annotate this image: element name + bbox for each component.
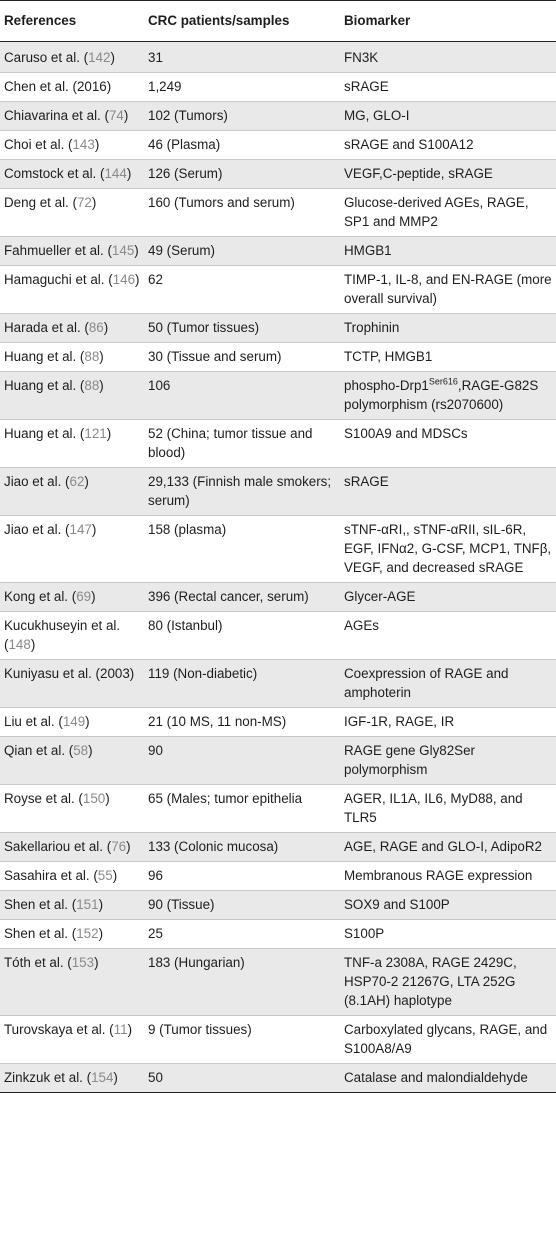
reference-cell (0, 42, 144, 73)
reference-link[interactable]: 142 (88, 50, 111, 65)
reference-link[interactable]: 11 (113, 1022, 128, 1037)
reference-close: ) (91, 195, 97, 210)
reference-cell (0, 862, 144, 891)
biomarker-cell (340, 891, 556, 920)
header-row (0, 1, 556, 42)
samples-cell: 133 (Colonic mucosa) (144, 833, 340, 862)
reference-author: Fahmueller et al. ( (4, 243, 112, 258)
biomarker-cell (340, 1016, 556, 1064)
reference-close: ) (94, 955, 99, 970)
biomarker-text: VEGF,C-peptide, sRAGE (344, 166, 493, 181)
reference-close: ) (99, 349, 104, 364)
reference-close: ) (30, 637, 36, 652)
reference-cell (0, 708, 144, 737)
biomarker-cell (340, 737, 556, 785)
biomarker-cell (340, 468, 556, 516)
biomarker-cell (340, 189, 556, 237)
reference-link[interactable]: 58 (73, 743, 89, 758)
reference-close: ) (112, 868, 118, 883)
biomarker-text: RAGE gene Gly82Ser polymorphism (344, 743, 475, 777)
reference-close: ) (135, 272, 140, 287)
samples-cell: 30 (Tissue and serum) (144, 343, 340, 372)
biomarker-cell (340, 1064, 556, 1093)
biomarker-text: AGE, RAGE and GLO-I, AdipoR2 (344, 839, 542, 854)
biomarker-text: TNF-a 2308A, RAGE 2429C, HSP70-2 21267G, LTA 252G (8.1AH) haplotype (344, 955, 517, 1008)
reference-close: ) (103, 320, 109, 335)
samples-cell: 46 (Plasma) (144, 131, 340, 160)
biomarker-text: SOX9 and S100P (344, 897, 450, 912)
biomarker-cell (340, 372, 556, 420)
reference-author: Hamaguchi et al. ( (4, 272, 113, 287)
table-body (0, 42, 556, 1093)
biomarker-text: Trophinin (344, 320, 400, 335)
reference-cell (0, 949, 144, 1016)
reference-author: Zinkzuk et al. ( (4, 1070, 92, 1085)
biomarker-cell (340, 516, 556, 583)
biomarker-cell (340, 920, 556, 949)
reference-author: Liu et al. ( (4, 714, 63, 729)
biomarker-cell (340, 73, 556, 102)
biomarker-superscript: Ser616 (428, 376, 458, 387)
samples-cell: 90 (144, 737, 340, 785)
table-row (0, 1064, 556, 1093)
reference-author: Shen et al. ( (4, 897, 77, 912)
table-row (0, 891, 556, 920)
biomarker-cell (340, 949, 556, 1016)
table-row (0, 920, 556, 949)
samples-cell: 102 (Tumors) (144, 102, 340, 131)
biomarker-cell (340, 612, 556, 660)
samples-cell: 158 (plasma) (144, 516, 340, 583)
reference-link[interactable]: 143 (72, 137, 95, 152)
biomarker-cell (340, 42, 556, 73)
reference-cell (0, 737, 144, 785)
table-row (0, 708, 556, 737)
reference-link[interactable]: 154 (91, 1070, 114, 1085)
samples-cell: 90 (Tissue) (144, 891, 340, 920)
biomarker-text: S100P (344, 926, 385, 941)
reference-author: Choi et al. ( (4, 137, 73, 152)
reference-link[interactable]: 151 (76, 897, 99, 912)
reference-cell (0, 468, 144, 516)
reference-cell (0, 920, 144, 949)
reference-cell (0, 237, 144, 266)
reference-close: ) (106, 426, 112, 441)
reference-author: Jiao et al. ( (4, 474, 70, 489)
biomarker-cell (340, 266, 556, 314)
biomarker-text: sTNF-αRI,, sTNF-αRII, sIL-6R, EGF, IFNα2, G-CSF, MCP1, TNFβ, VEGF, and decreased sRAGE (344, 522, 552, 575)
biomarker-text: Membranous RAGE expression (344, 868, 533, 883)
table-row (0, 737, 556, 785)
reference-link[interactable]: 150 (82, 791, 106, 806)
reference-close: ) (88, 743, 93, 758)
header-references: References (0, 1, 144, 42)
header-biomarker: Biomarker (340, 1, 556, 42)
biomarker-text: IGF-1R, RAGE, IR (344, 714, 455, 729)
reference-author: Shen et al. ( (4, 926, 77, 941)
reference-cell (0, 73, 144, 102)
reference-author: Harada et al. ( (4, 320, 89, 335)
reference-link[interactable]: 144 (104, 166, 127, 181)
samples-cell: 31 (144, 42, 340, 73)
reference-cell (0, 372, 144, 420)
reference-author: Qian et al. ( (4, 743, 74, 758)
biomarker-cell (340, 785, 556, 833)
samples-cell: 50 (144, 1064, 340, 1093)
reference-link[interactable]: 74 (108, 108, 124, 123)
reference-link[interactable]: 76 (111, 839, 127, 854)
reference-cell (0, 343, 144, 372)
reference-cell (0, 785, 144, 833)
samples-cell: 65 (Males; tumor epithelia (144, 785, 340, 833)
reference-link[interactable]: 148 (8, 637, 31, 652)
biomarker-cell (340, 862, 556, 891)
reference-close: ) (91, 522, 97, 537)
table-row (0, 516, 556, 583)
reference-close: ) (105, 791, 110, 806)
table-row (0, 420, 556, 468)
biomarker-text: AGER, IL1A, IL6, MyD88, and TLR5 (344, 791, 523, 825)
reference-close: ) (98, 897, 104, 912)
biomarker-cell (340, 660, 556, 708)
reference-author: Jiao et al. ( (4, 522, 70, 537)
reference-close: ) (98, 926, 104, 941)
reference-cell (0, 131, 144, 160)
biomarker-text: TCTP, HMGB1 (344, 349, 433, 364)
reference-cell (0, 102, 144, 131)
reference-close: ) (91, 589, 96, 604)
reference-close: ) (110, 50, 115, 65)
reference-link[interactable]: 88 (84, 349, 100, 364)
biomarker-text: Glucose-derived AGEs, RAGE, SP1 and MMP2 (344, 195, 529, 229)
reference-author: Huang et al. ( (4, 349, 85, 364)
reference-author: Turovskaya et al. ( (4, 1022, 114, 1037)
reference-link[interactable]: 153 (71, 955, 95, 970)
table-row (0, 583, 556, 612)
reference-cell (0, 516, 144, 583)
biomarker-cell (340, 131, 556, 160)
reference-close: ) (126, 839, 131, 854)
reference-author: Caruso et al. ( (4, 50, 89, 65)
samples-cell: 25 (144, 920, 340, 949)
reference-cell (0, 1064, 144, 1093)
samples-cell: 50 (Tumor tissues) (144, 314, 340, 343)
reference-cell (0, 660, 144, 708)
biomarker-text: Carboxylated glycans, RAGE, and S100A8/A9 (344, 1022, 548, 1056)
samples-cell: 21 (10 MS, 11 non-MS) (144, 708, 340, 737)
table-row (0, 343, 556, 372)
reference-cell (0, 833, 144, 862)
biomarker-text: sRAGE (344, 79, 389, 94)
reference-cell (0, 314, 144, 343)
biomarker-cell (340, 343, 556, 372)
table-row (0, 833, 556, 862)
reference-cell (0, 420, 144, 468)
reference-author: Huang et al. ( (4, 378, 85, 393)
table-row (0, 1016, 556, 1064)
reference-cell (0, 612, 144, 660)
reference-author: Tóth et al. ( (4, 955, 72, 970)
biomarker-cell (340, 420, 556, 468)
biomarker-text: Coexpression of RAGE and amphoterin (344, 666, 509, 700)
table-row (0, 42, 556, 73)
reference-cell (0, 583, 144, 612)
reference-close: ) (99, 378, 104, 393)
reference-author: Kucukhuseyin et al. ( (4, 618, 121, 652)
samples-cell: 119 (Non-diabetic) (144, 660, 340, 708)
biomarker-cell (340, 314, 556, 343)
reference-close: ) (94, 137, 100, 152)
samples-cell: 9 (Tumor tissues) (144, 1016, 340, 1064)
samples-cell: 183 (Hungarian) (144, 949, 340, 1016)
reference-link[interactable]: 88 (84, 378, 100, 393)
biomarker-text: sRAGE and S100A12 (344, 137, 474, 152)
reference-link[interactable]: 146 (112, 272, 136, 287)
samples-cell: 126 (Serum) (144, 160, 340, 189)
table-row (0, 73, 556, 102)
reference-author: Comstock et al. ( (4, 166, 105, 181)
samples-cell: 80 (Istanbul) (144, 612, 340, 660)
biomarker-text: sRAGE (344, 474, 389, 489)
table-row (0, 372, 556, 420)
reference-close: ) (127, 1022, 133, 1037)
table-row (0, 314, 556, 343)
reference-author: Chen et al. (2016) (4, 79, 112, 94)
reference-close: ) (126, 166, 132, 181)
samples-cell: 49 (Serum) (144, 237, 340, 266)
reference-cell (0, 1016, 144, 1064)
reference-link[interactable]: 149 (62, 714, 86, 729)
samples-cell: 396 (Rectal cancer, serum) (144, 583, 340, 612)
table-row (0, 612, 556, 660)
reference-cell (0, 266, 144, 314)
table-header (0, 1, 556, 42)
table-row (0, 102, 556, 131)
reference-author: Huang et al. ( (4, 426, 85, 441)
table-row (0, 266, 556, 314)
header-crc-samples: CRC patients/samples (144, 1, 340, 42)
table-row (0, 785, 556, 833)
reference-link[interactable]: 147 (69, 522, 92, 537)
table-row (0, 160, 556, 189)
reference-link[interactable]: 152 (76, 926, 99, 941)
reference-close: ) (113, 1070, 118, 1085)
biomarker-cell (340, 708, 556, 737)
table-row (0, 660, 556, 708)
reference-link[interactable]: 55 (97, 868, 113, 883)
biomarker-cell (340, 102, 556, 131)
reference-cell (0, 189, 144, 237)
table-row (0, 949, 556, 1016)
biomarker-text: S100A9 and MDSCs (344, 426, 468, 441)
biomarker-text: Catalase and malondialdehyde (344, 1070, 528, 1085)
biomarker-text: TIMP-1, IL-8, and EN-RAGE (more overall survival) (344, 272, 552, 306)
biomarker-text: FN3K (344, 50, 379, 65)
biomarker-text: phospho-Drp1 (344, 378, 429, 393)
reference-author: Sasahira et al. ( (4, 868, 98, 883)
biomarker-cell (340, 833, 556, 862)
reference-cell (0, 160, 144, 189)
reference-link[interactable]: 69 (76, 589, 92, 604)
reference-author: Royse et al. ( (4, 791, 83, 806)
samples-cell: 106 (144, 372, 340, 420)
biomarker-cell (340, 237, 556, 266)
reference-author: Chiavarina et al. ( (4, 108, 109, 123)
reference-link[interactable]: 121 (84, 426, 107, 441)
reference-link[interactable]: 86 (88, 320, 104, 335)
table-row (0, 468, 556, 516)
reference-link[interactable]: 62 (69, 474, 85, 489)
reference-link[interactable]: 72 (76, 195, 92, 210)
samples-cell: 96 (144, 862, 340, 891)
reference-author: Kong et al. ( (4, 589, 77, 604)
samples-cell: 29,133 (Finnish male smokers; serum) (144, 468, 340, 516)
biomarker-cell (340, 583, 556, 612)
reference-link[interactable]: 145 (111, 243, 135, 258)
samples-cell: 1,249 (144, 73, 340, 102)
biomarker-cell (340, 160, 556, 189)
biomarker-text: AGEs (344, 618, 379, 633)
reference-close: ) (84, 474, 89, 489)
reference-close: ) (123, 108, 129, 123)
table-row (0, 189, 556, 237)
samples-cell: 52 (China; tumor tissue and blood) (144, 420, 340, 468)
reference-close: ) (134, 243, 139, 258)
biomarker-text: MG, GLO-I (344, 108, 410, 123)
samples-cell: 62 (144, 266, 340, 314)
reference-close: ) (85, 714, 90, 729)
biomarker-text-tail: ,RAGE-G82S polymorphism (rs2070600) (344, 378, 539, 412)
biomarker-text: Glycer-AGE (344, 589, 416, 604)
table-row (0, 237, 556, 266)
samples-cell: 160 (Tumors and serum) (144, 189, 340, 237)
reference-cell (0, 891, 144, 920)
table-row (0, 862, 556, 891)
biomarker-text: HMGB1 (344, 243, 392, 258)
reference-author: Deng et al. ( (4, 195, 77, 210)
reference-author: Kuniyasu et al. (2003) (4, 666, 135, 681)
reference-author: Sakellariou et al. ( (4, 839, 112, 854)
table-row (0, 131, 556, 160)
